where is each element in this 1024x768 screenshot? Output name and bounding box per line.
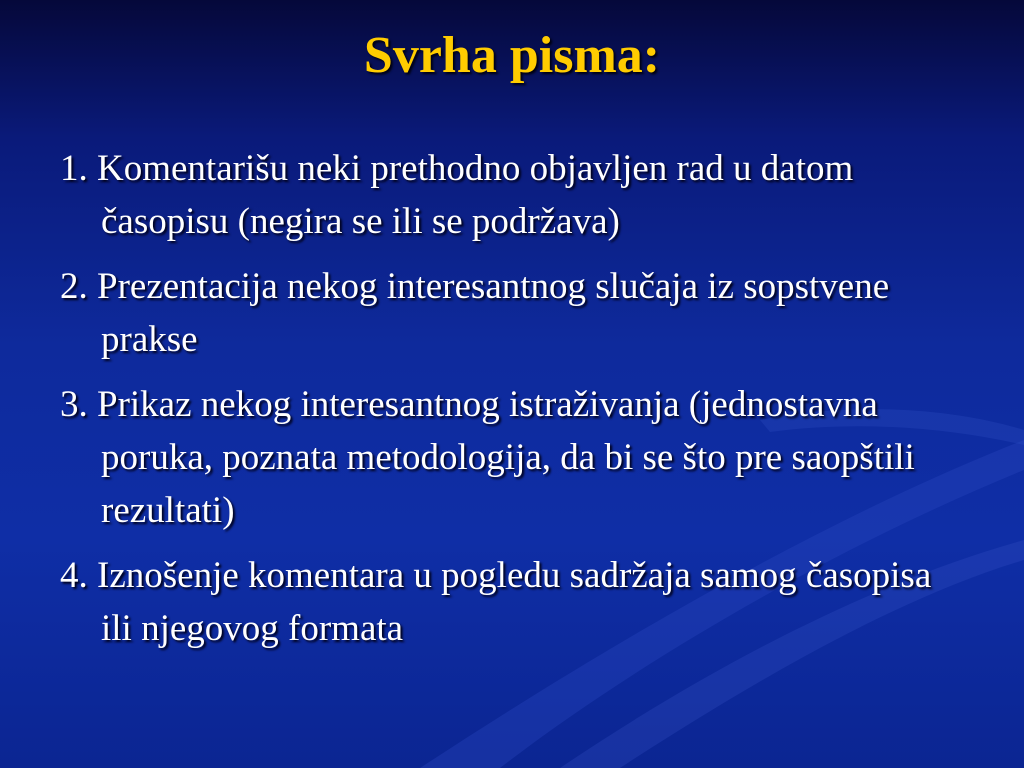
list-item: 1. Komentarišu neki prethodno objavljen rad u datom časopisu (negira se ili se podržava) [60,148,854,242]
list-item: 2. Prezentacija nekog interesantnog slučaja iz sopstvene prakse [60,266,890,360]
bullet-list [60,142,960,667]
slide-title: Svrha pisma: [363,27,661,84]
list-item: 4. Iznošenje komentara u pogledu sadržaja samog časopisa ili njegovog formata [60,555,932,649]
list-item: 3. Prikaz nekog interesantnog istraživanja (jednostavna poruka, poznata metodologija, da bi se što pre saopštili rezultati) [60,384,915,531]
